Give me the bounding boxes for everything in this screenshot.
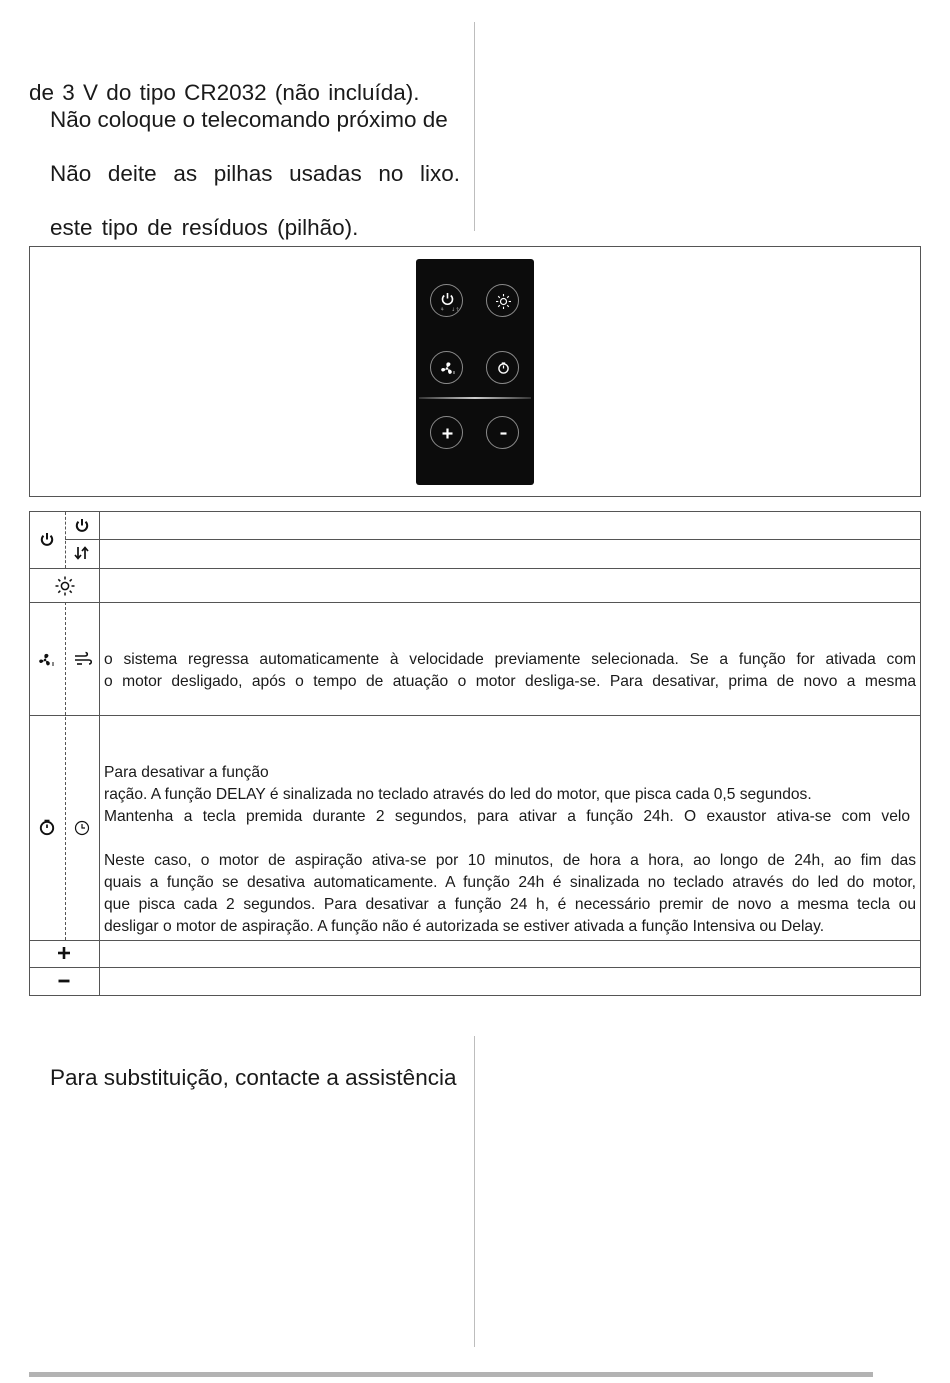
intensive-description-line: o motor desligado, após o tempo de atuação o motor desliga-se. Para desativar, prima de novo a mesma: [104, 673, 916, 690]
column-divider-bottom: [474, 1036, 475, 1347]
delay-description-line: quais a função se desativa automaticamente. A função 24h é sinalizada no teclado através do led do motor,: [104, 874, 916, 891]
battery-type-text: de 3 V do tipo CR2032 (não incluída).: [29, 80, 420, 105]
remote-minus-button[interactable]: [486, 416, 519, 449]
row-divider: [30, 568, 921, 569]
replacement-text: Para substituição, contacte a assistência: [50, 1065, 457, 1090]
remote-placement-text: Não coloque o telecomando próximo de: [50, 107, 448, 132]
minus-icon: [57, 974, 71, 988]
row-divider: [30, 940, 921, 941]
clock-icon: [73, 819, 91, 837]
column-divider-top: [474, 22, 475, 231]
waste-type-text: este tipo de resíduos (pilhão).: [50, 215, 359, 240]
delay-description-line: que pisca cada 2 segundos. Para desativar a função 24 h, é necessário premir de novo a mesma tecla ou: [104, 896, 916, 913]
icon-column-divider: [65, 602, 66, 940]
arrows-up-down-icon: [73, 545, 91, 561]
remote-power-button[interactable]: [430, 284, 463, 317]
remote-control: [416, 259, 534, 485]
column-divider: [99, 512, 100, 995]
minus-icon: [487, 417, 520, 450]
timer-icon: [38, 819, 56, 837]
delay-description-line: ração. A função DELAY é sinalizada no teclado através do led do motor, que pisca cada 0,5 segundos.: [104, 786, 812, 803]
remote-timer-button[interactable]: [486, 351, 519, 384]
timer-icon: [487, 352, 520, 385]
light-icon: [54, 575, 76, 597]
power-icon: [38, 531, 56, 549]
fan-icon: [431, 352, 464, 385]
row-divider: [30, 602, 921, 603]
remote-light-button[interactable]: [486, 284, 519, 317]
power-icon: [431, 285, 464, 318]
delay-description-line: Para desativar a função: [104, 764, 269, 781]
page-footer-bar: [29, 1372, 873, 1377]
remote-divider: [419, 397, 531, 399]
intensive-description-line: o sistema regressa automaticamente à velocidade previamente selecionada. Se a função for ativada com: [104, 651, 916, 668]
plus-icon: [431, 417, 464, 450]
row-divider: [30, 715, 921, 716]
row-divider: [65, 539, 921, 540]
battery-disposal-text: Não deite as pilhas usadas no lixo.: [50, 161, 460, 186]
icon-column-divider: [65, 512, 66, 568]
light-icon: [487, 285, 520, 318]
fan-icon: [37, 651, 57, 669]
power-icon: [73, 517, 91, 535]
svg-text:↓↑: ↓↑: [451, 307, 460, 313]
svg-text:⚘: ⚘: [440, 307, 445, 313]
delay-description-line: desligar o motor de aspiração. A função não é autorizada se estiver ativada a função Intensiva ou Delay.: [104, 918, 825, 935]
function-table: [29, 511, 921, 996]
delay-description-line: Mantenha a tecla premida durante 2 segundos, para ativar a função 24h. O exaustor ativa-se com velo: [104, 808, 910, 825]
row-divider: [30, 967, 921, 968]
plus-icon: [57, 946, 71, 960]
remote-plus-button[interactable]: [430, 416, 463, 449]
remote-fan-button[interactable]: [430, 351, 463, 384]
intensive-air-icon: [73, 651, 93, 667]
delay-description-line: Neste caso, o motor de aspiração ativa-se por 10 minutos, de hora a hora, ao longo de 24h, ao fim das: [104, 852, 916, 869]
